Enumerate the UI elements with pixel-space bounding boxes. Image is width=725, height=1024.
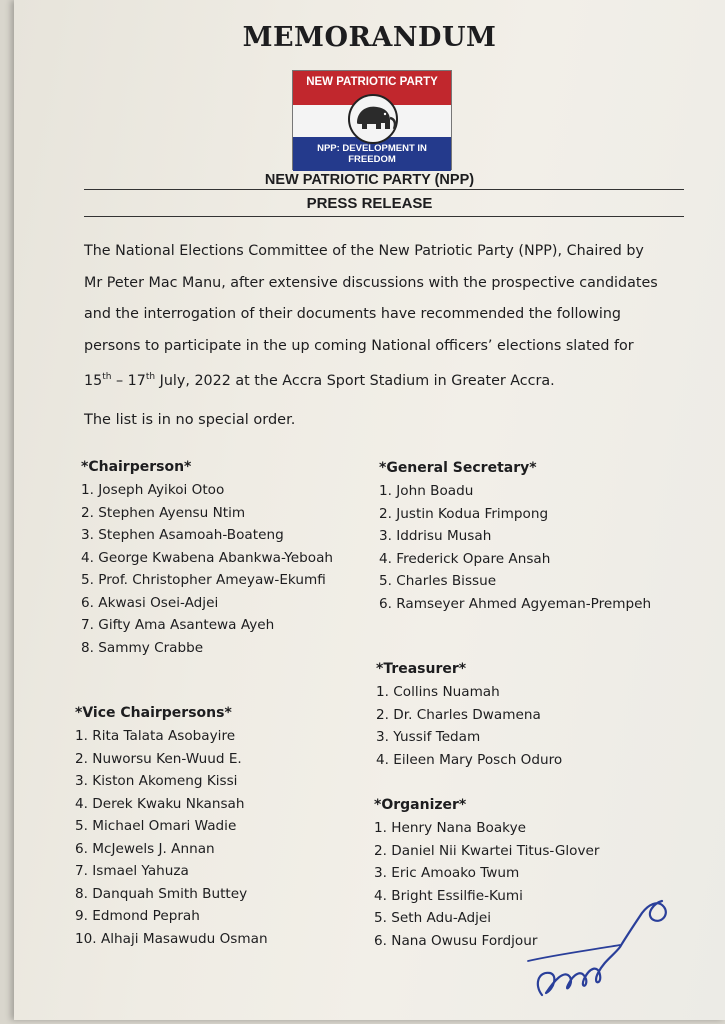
- treasurer-section: [376, 661, 562, 774]
- organization-name: NEW PATRIOTIC PARTY (NPP): [264, 172, 475, 188]
- list-item: 5. Seth Adu-Adjei: [374, 910, 492, 926]
- list-item: 6. Nana Owusu Fordjour: [374, 932, 538, 949]
- list-item: 5. Prof. Christopher Ameyaw-Ekumfi: [81, 572, 326, 588]
- list-item: 2. Dr. Charles Dwamena: [376, 706, 541, 723]
- section-heading: *Treasurer*: [376, 661, 467, 677]
- list-item: 4. George Kwabena Abankwa-Yeboah: [81, 549, 334, 566]
- list-item: 3. Kiston Akomeng Kissi: [75, 773, 238, 789]
- elephant-icon: [345, 91, 401, 147]
- list-item: 1. Joseph Ayikoi Otoo: [81, 482, 225, 498]
- list-item: 4. Derek Kwaku Nkansah: [75, 795, 245, 812]
- press-release-heading: PRESS RELEASE: [306, 195, 433, 212]
- list-item: 5. Charles Bissue: [379, 573, 497, 589]
- list-item: 6. Ramseyer Ahmed Agyeman-Prempeh: [379, 595, 652, 612]
- list-item: 8. Danquah Smith Buttey: [75, 885, 248, 902]
- list-item: 2. Nuworsu Ken-Wuud E.: [75, 750, 242, 767]
- list-item: 1. John Boadu: [379, 483, 474, 499]
- date-venue-line: 15th – 17th July, 2022 at the Accra Sport Stadium in Greater Accra.: [84, 372, 555, 389]
- intro-line: The National Elections Committee of the New Patriotic Party (NPP), Chaired by: [84, 243, 644, 259]
- divider: [84, 189, 684, 190]
- list-item: 7. Ismael Yahuza: [75, 863, 189, 879]
- list-item: 7. Gifty Ama Asantewa Ayeh: [81, 617, 275, 633]
- list-item: 9. Edmond Peprah: [75, 908, 200, 924]
- document-title: MEMORANDUM: [242, 22, 497, 53]
- npp-logo: [292, 70, 452, 170]
- intro-line: and the interrogation of their documents have recommended the following: [84, 306, 621, 322]
- intro-paragraph: [84, 236, 682, 397]
- list-item: 6. Akwasi Osei-Adjei: [81, 594, 219, 611]
- list-item: 1. Henry Nana Boakye: [374, 820, 526, 836]
- intro-line: Mr Peter Mac Manu, after extensive discussions with the prospective candidates: [84, 274, 658, 291]
- list-item: 4. Frederick Opare Ansah: [379, 550, 551, 567]
- list-item: 1. Rita Talata Asobayire: [75, 728, 236, 744]
- logo-top-text: NEW PATRIOTIC PARTY: [306, 76, 438, 88]
- section-heading: *Organizer*: [374, 797, 467, 813]
- list-item: 3. Yussif Tedam: [376, 729, 481, 745]
- chairperson-section: [81, 459, 333, 662]
- section-heading: *Vice Chairpersons*: [75, 705, 232, 721]
- intro-line: persons to participate in the up coming National officers’ elections slated for: [84, 337, 634, 354]
- list-item: 3. Stephen Asamoah-Boateng: [81, 527, 284, 543]
- list-item: 4. Bright Essilfie-Kumi: [374, 887, 523, 904]
- list-item: 1. Collins Nuamah: [376, 684, 500, 700]
- list-item: 6. McJewels J. Annan: [75, 840, 215, 857]
- list-note: The list is in no special order.: [84, 412, 296, 428]
- section-heading: *General Secretary*: [379, 460, 537, 476]
- memorandum-page: [14, 0, 725, 1020]
- divider: [84, 216, 684, 217]
- list-item: 5. Michael Omari Wadie: [75, 818, 237, 834]
- logo-slogan: NPP: DEVELOPMENT IN FREEDOM: [317, 143, 427, 165]
- list-item: 2. Stephen Ayensu Ntim: [81, 504, 246, 521]
- list-item: 4. Eileen Mary Posch Oduro: [376, 751, 563, 768]
- list-item: 3. Iddrisu Musah: [379, 528, 492, 544]
- general-secretary-section: [379, 460, 651, 618]
- vice-chairpersons-section: [75, 705, 268, 953]
- list-item: 2. Justin Kodua Frimpong: [379, 505, 549, 522]
- list-item: 10. Alhaji Masawudu Osman: [75, 930, 268, 947]
- list-item: 2. Daniel Nii Kwartei Titus-Glover: [374, 842, 600, 859]
- list-item: 3. Eric Amoako Twum: [374, 865, 520, 881]
- signature-icon: [524, 885, 684, 1010]
- section-heading: *Chairperson*: [81, 459, 192, 475]
- list-item: 8. Sammy Crabbe: [81, 639, 204, 656]
